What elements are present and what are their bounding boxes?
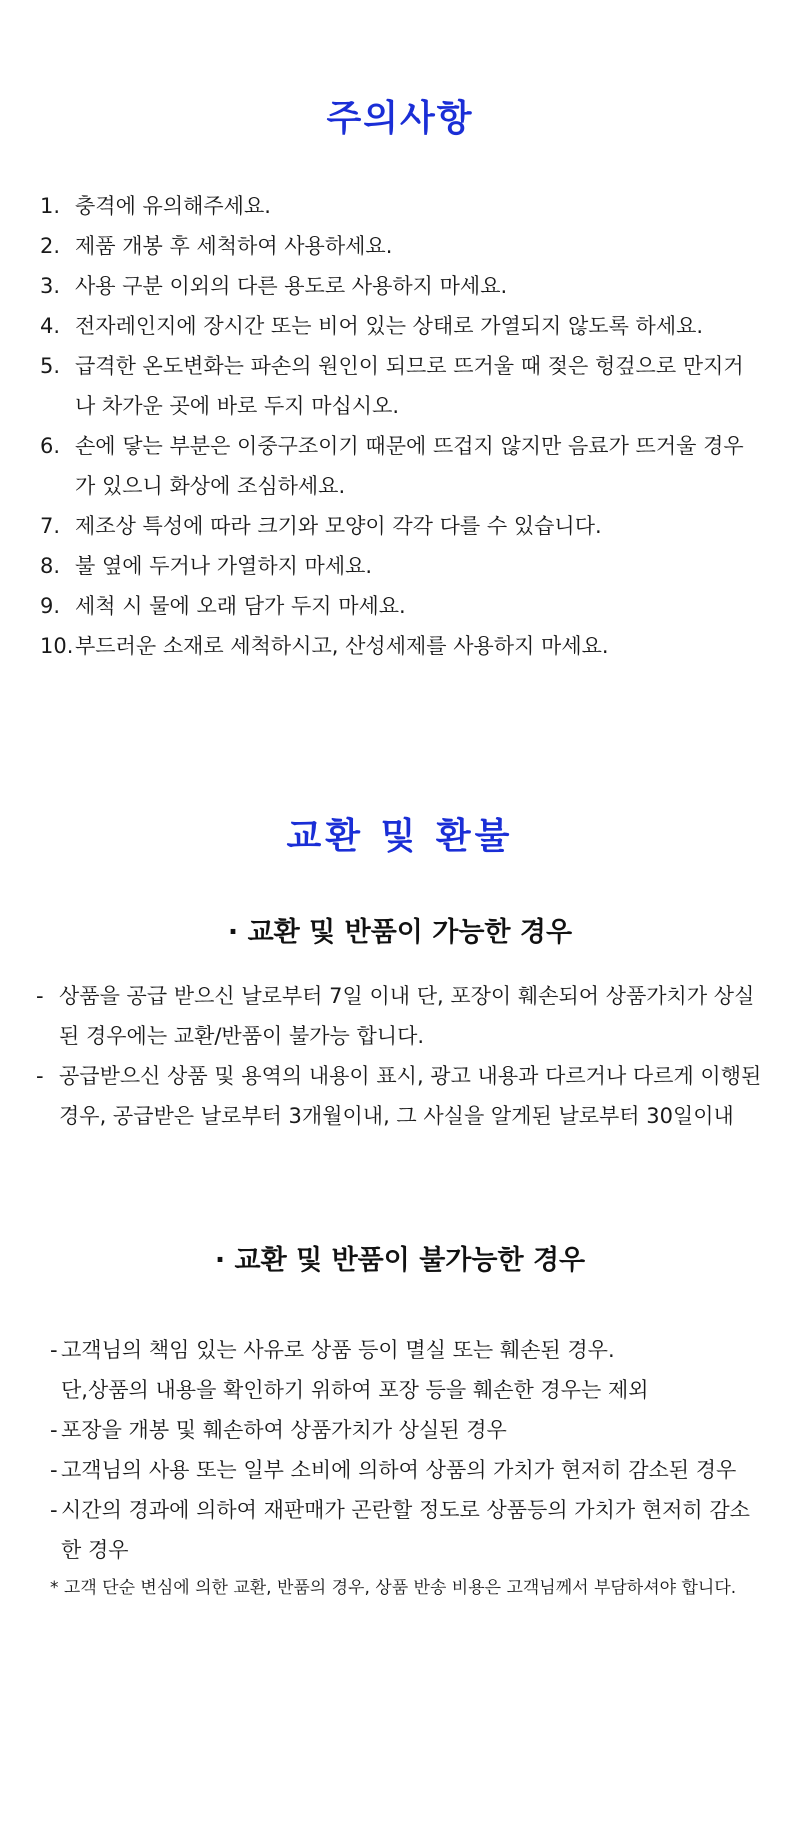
dash-marker: - bbox=[50, 1338, 58, 1362]
item-text: 시간의 경과에 의하여 재판매가 곤란할 정도로 상품등의 가치가 현저히 감소한 경우 bbox=[61, 1498, 750, 1562]
item-text: 급격한 온도변화는 파손의 원인이 되므로 뜨거울 때 젖은 헝겊으로 만지거나 차가운 곳에 바로 두지 마십시오. bbox=[75, 354, 744, 418]
list-item bbox=[40, 626, 760, 666]
item-text: 불 옆에 두거나 가열하지 마세요. bbox=[75, 554, 373, 578]
exchange-refund-title: 교환 및 환불 bbox=[286, 816, 514, 857]
possible-heading: · 교환 및 반품이 가능한 경우 bbox=[227, 917, 573, 948]
list-item bbox=[40, 226, 760, 266]
item-number: 9. bbox=[40, 594, 61, 618]
list-item bbox=[40, 546, 760, 586]
list-item bbox=[36, 1056, 766, 1136]
item-text: 제품 개봉 후 세척하여 사용하세요. bbox=[75, 234, 393, 258]
impossible-list bbox=[50, 1330, 770, 1570]
dash-marker: - bbox=[50, 1418, 58, 1442]
dash-marker: - bbox=[36, 1064, 44, 1088]
list-item bbox=[40, 186, 760, 226]
item-text: 상품을 공급 받으신 날로부터 7일 이내 단, 포장이 훼손되어 상품가치가 상실된 경우에는 교환/반품이 불가능 합니다. bbox=[59, 984, 755, 1048]
dash-marker: - bbox=[50, 1458, 58, 1482]
item-number: 1. bbox=[40, 194, 61, 218]
caution-title: 주의사항 bbox=[326, 98, 474, 139]
dash-marker: - bbox=[36, 984, 44, 1008]
item-text: 세척 시 물에 오래 담가 두지 마세요. bbox=[75, 594, 406, 618]
list-item bbox=[50, 1330, 770, 1410]
item-number: 6. bbox=[40, 434, 61, 458]
footnote: * 고객 단순 변심에 의한 교환, 반품의 경우, 상품 반송 비용은 고객님께서 부담하셔야 합니다. bbox=[50, 1578, 737, 1598]
item-number: 5. bbox=[40, 354, 61, 378]
list-item bbox=[36, 976, 766, 1056]
list-item bbox=[40, 586, 760, 626]
item-text: 공급받으신 상품 및 용역의 내용이 표시, 광고 내용과 다르거나 다르게 이행된 경우, 공급받은 날로부터 3개월이내, 그 사실을 알게된 날로부터 30일이내 bbox=[59, 1064, 762, 1128]
item-number: 4. bbox=[40, 314, 61, 338]
impossible-heading: · 교환 및 반품이 불가능한 경우 bbox=[214, 1245, 586, 1276]
item-text: 제조상 특성에 따라 크기와 모양이 각각 다를 수 있습니다. bbox=[75, 514, 602, 538]
item-text: 사용 구분 이외의 다른 용도로 사용하지 마세요. bbox=[75, 274, 508, 298]
item-text: 고객님의 사용 또는 일부 소비에 의하여 상품의 가치가 현저히 감소된 경우 bbox=[61, 1458, 737, 1482]
item-subtext: 단,상품의 내용을 확인하기 위하여 포장 등을 훼손한 경우는 제외 bbox=[61, 1378, 649, 1402]
item-text: 전자레인지에 장시간 또는 비어 있는 상태로 가열되지 않도록 하세요. bbox=[75, 314, 704, 338]
dash-marker: - bbox=[50, 1498, 58, 1522]
list-item bbox=[50, 1450, 770, 1490]
caution-list bbox=[40, 186, 760, 666]
item-number: 10. bbox=[40, 634, 74, 658]
list-item bbox=[50, 1490, 770, 1570]
list-item bbox=[40, 266, 760, 306]
item-text: 손에 닿는 부분은 이중구조이기 때문에 뜨겁지 않지만 음료가 뜨거울 경우가 있으니 화상에 조심하세요. bbox=[75, 434, 744, 498]
list-item bbox=[50, 1410, 770, 1450]
item-text: 충격에 유의해주세요. bbox=[75, 194, 271, 218]
list-item bbox=[40, 306, 760, 346]
possible-list bbox=[36, 976, 766, 1136]
item-text: 고객님의 책임 있는 사유로 상품 등이 멸실 또는 훼손된 경우. bbox=[61, 1338, 615, 1362]
item-number: 7. bbox=[40, 514, 61, 538]
list-item bbox=[40, 506, 760, 546]
item-text: 부드러운 소재로 세척하시고, 산성세제를 사용하지 마세요. bbox=[75, 634, 609, 658]
list-item bbox=[40, 426, 760, 506]
item-text: 포장을 개봉 및 훼손하여 상품가치가 상실된 경우 bbox=[61, 1418, 507, 1442]
item-number: 8. bbox=[40, 554, 61, 578]
item-number: 2. bbox=[40, 234, 61, 258]
list-item bbox=[40, 346, 760, 426]
item-number: 3. bbox=[40, 274, 61, 298]
